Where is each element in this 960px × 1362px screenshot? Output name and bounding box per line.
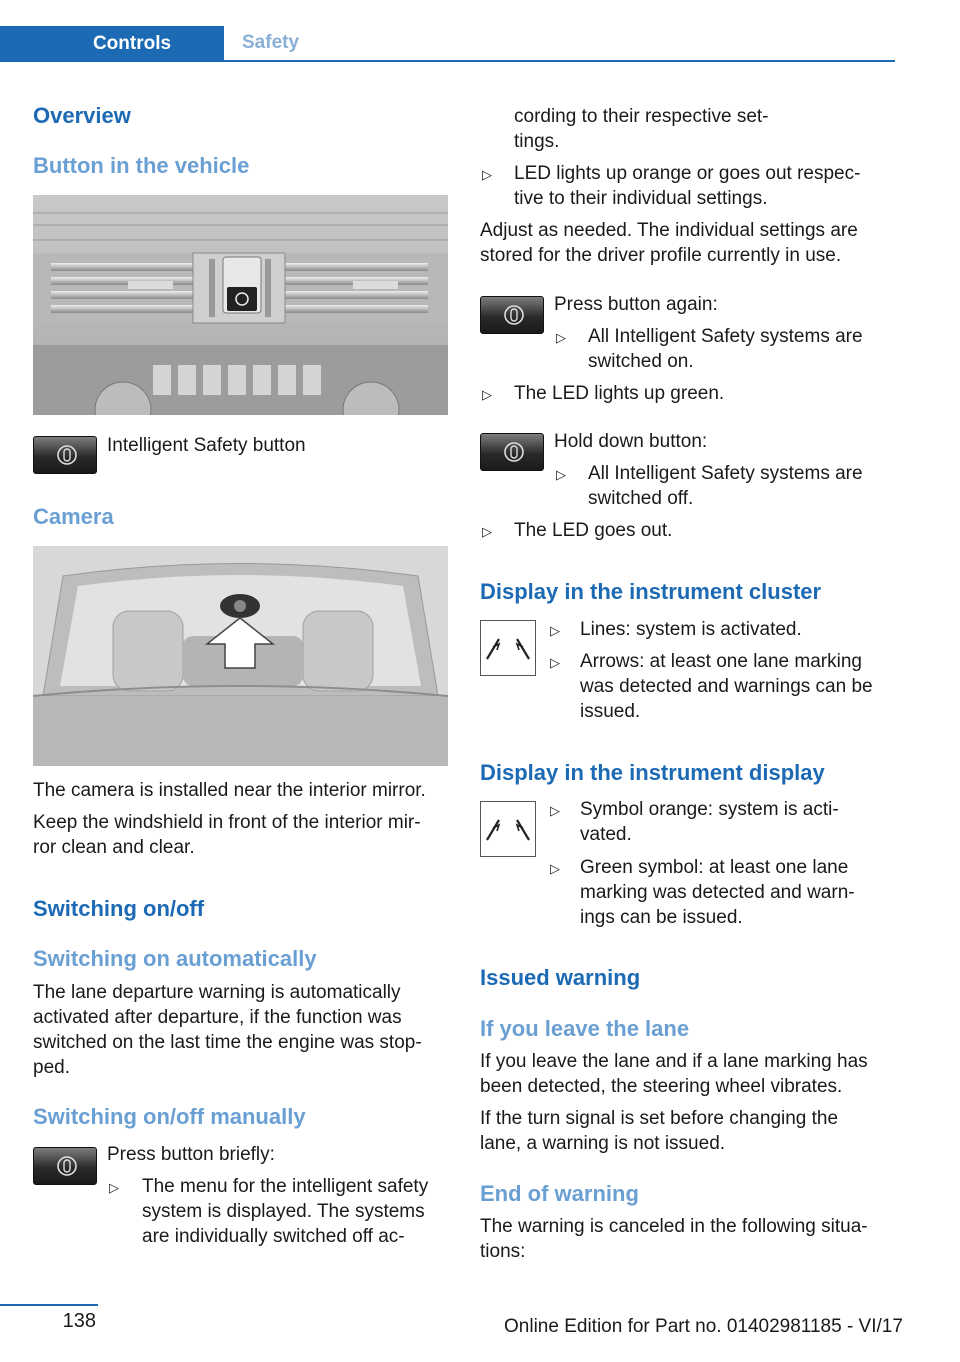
bullet-triangle-icon: ▷ <box>482 167 492 182</box>
press-briefly-text: Press button briefly: <box>107 1144 275 1165</box>
page-number-rule <box>0 1304 98 1306</box>
tab-underline <box>0 60 895 62</box>
intelligent-safety-button-icon-2 <box>33 1147 97 1185</box>
auto-text-4: ped. <box>33 1057 70 1078</box>
hold-down-text: Hold down button: <box>554 431 708 452</box>
heading-switching-onoff: Switching on/off <box>33 896 205 921</box>
heading-overview: Overview <box>33 103 131 128</box>
turn-1: If the turn signal is set before changing the <box>480 1108 839 1129</box>
led-1a: LED lights up orange or goes out respec- <box>514 163 861 184</box>
arrows-a: Arrows: at least one lane marking <box>580 651 862 672</box>
lane-symbol-icon <box>480 801 536 857</box>
green-c: ings can be issued. <box>580 907 743 928</box>
press-again-text: Press button again: <box>554 294 718 315</box>
bullet-triangle-icon: ▷ <box>550 803 560 818</box>
heading-display-instrument: Display in the instrument display <box>480 760 825 785</box>
bullet-1c: are individually switched off ac- <box>142 1226 405 1247</box>
arrows-b: was detected and warnings can be <box>580 676 873 697</box>
leave-1: If you leave the lane and if a lane marking has <box>480 1051 868 1072</box>
bullet-triangle-icon: ▷ <box>556 330 566 345</box>
heading-camera: Camera <box>33 504 114 529</box>
auto-text-2: activated after departure, if the function was <box>33 1007 402 1028</box>
bullet-triangle-icon: ▷ <box>109 1180 119 1195</box>
arrows-c: issued. <box>580 701 641 722</box>
orange-b: vated. <box>580 824 632 845</box>
green-b: marking was detected and warn- <box>580 882 855 903</box>
bullet-triangle-icon: ▷ <box>550 623 560 638</box>
bullet-1a: The menu for the intelligent safety <box>142 1176 429 1197</box>
heading-leave-lane: If you leave the lane <box>480 1016 690 1041</box>
chapter-tabs <box>0 26 895 62</box>
camera-text-2a: Keep the windshield in front of the interior mir- <box>33 812 421 833</box>
cont-1a: cording to their respective set- <box>514 106 769 127</box>
led-out: The LED goes out. <box>514 520 673 541</box>
auto-text-3: switched on the last time the engine was stop- <box>33 1032 422 1053</box>
camera-text-1: The camera is installed near the interior mirror. <box>33 780 426 801</box>
lane-lines-icon <box>480 620 536 676</box>
bullet-triangle-icon: ▷ <box>482 524 492 539</box>
heading-button-in-vehicle: Button in the vehicle <box>33 153 250 178</box>
button-photo <box>33 195 448 415</box>
led-1b: tive to their individual settings. <box>514 188 768 209</box>
page-number: 138 <box>62 1310 96 1332</box>
tab-controls[interactable]: Controls <box>0 26 224 62</box>
edition-footer: Online Edition for Part no. 01402981185 - VI/17 <box>504 1316 903 1337</box>
bullet-triangle-icon: ▷ <box>550 861 560 876</box>
heading-issued-warning: Issued warning <box>480 965 641 990</box>
all-off-a: All Intelligent Safety systems are <box>588 463 863 484</box>
heading-switching-manual: Switching on/off manually <box>33 1104 306 1129</box>
camera-text-2b: ror clean and clear. <box>33 837 195 858</box>
button-caption: Intelligent Safety button <box>107 435 306 456</box>
heading-switching-auto: Switching on automatically <box>33 946 317 971</box>
auto-text-1: The lane departure warning is automatically <box>33 982 401 1003</box>
heading-end-warning: End of warning <box>480 1181 639 1206</box>
camera-photo <box>33 546 448 766</box>
all-on-a: All Intelligent Safety systems are <box>588 326 863 347</box>
intelligent-safety-button-icon-4 <box>480 433 544 471</box>
lines-active: Lines: system is activated. <box>580 619 802 640</box>
turn-2: lane, a warning is not issued. <box>480 1133 726 1154</box>
all-on-b: switched on. <box>588 351 694 372</box>
green-a: Green symbol: at least one lane <box>580 857 849 878</box>
end-1: The warning is canceled in the following situa- <box>480 1216 868 1237</box>
bullet-triangle-icon: ▷ <box>556 467 566 482</box>
heading-display-cluster: Display in the instrument cluster <box>480 579 822 604</box>
bullet-triangle-icon: ▷ <box>482 387 492 402</box>
end-2: tions: <box>480 1241 526 1262</box>
orange-a: Symbol orange: system is acti- <box>580 799 839 820</box>
adjust-1: Adjust as needed. The individual settings are <box>480 220 858 241</box>
intelligent-safety-button-icon <box>33 436 97 474</box>
adjust-2: stored for the driver profile currently in use. <box>480 245 842 266</box>
all-off-b: switched off. <box>588 488 694 509</box>
leave-2: been detected, the steering wheel vibrates. <box>480 1076 843 1097</box>
bullet-1b: system is displayed. The systems <box>142 1201 425 1222</box>
bullet-triangle-icon: ▷ <box>550 655 560 670</box>
intelligent-safety-button-icon-3 <box>480 296 544 334</box>
cont-1b: tings. <box>514 131 560 152</box>
tab-safety[interactable]: Safety <box>242 32 300 53</box>
led-green: The LED lights up green. <box>514 383 725 404</box>
